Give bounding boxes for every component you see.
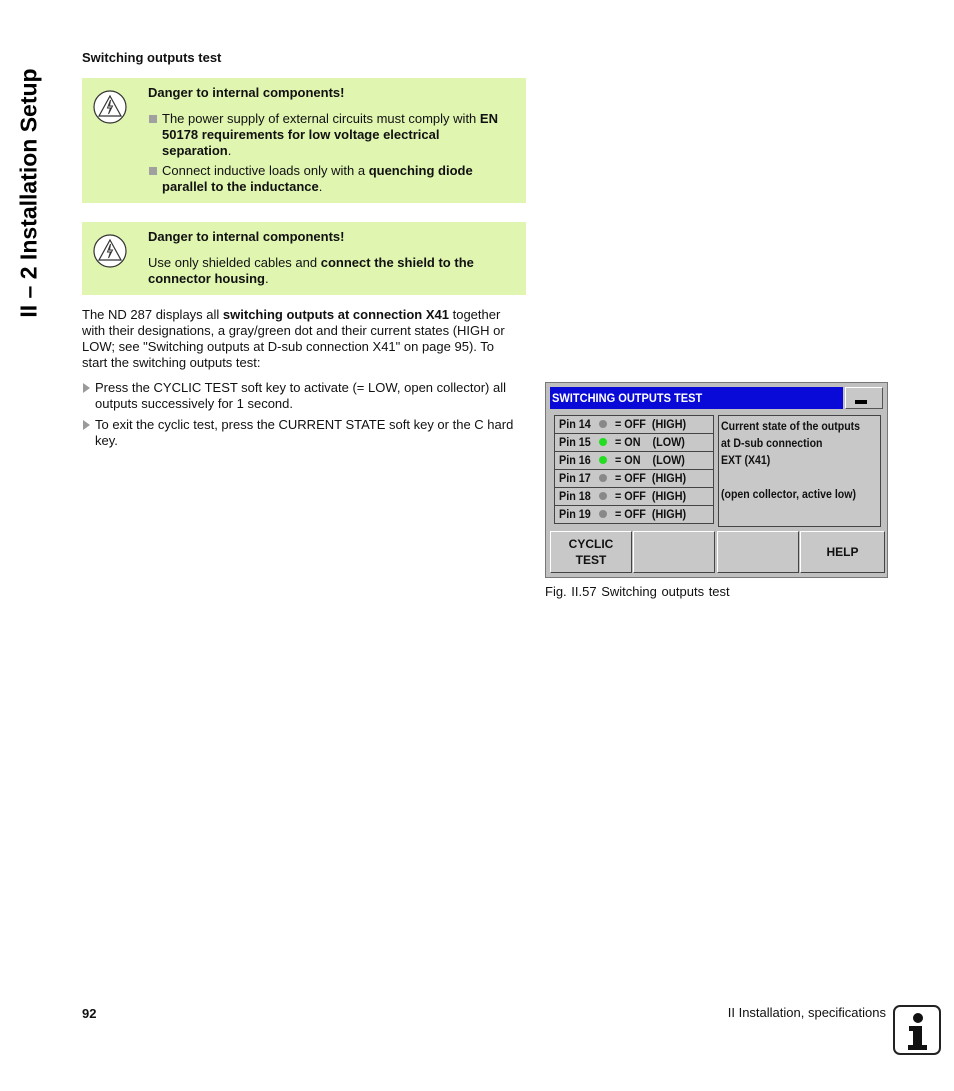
empty-softkey[interactable] bbox=[633, 531, 715, 573]
info-icon bbox=[893, 1005, 941, 1055]
arrow-bullet-icon bbox=[83, 383, 90, 393]
figure-caption: Fig. II.57 Switching outputs test bbox=[545, 584, 730, 599]
pin-row: Pin 18 = OFF (HIGH) bbox=[554, 487, 714, 505]
pin-list bbox=[554, 415, 714, 524]
electric-hazard-icon bbox=[92, 89, 128, 130]
body-paragraph: The ND 287 displays all switching outputs at connection X41 together with their designations, a gray/green dot and their current states (HIGH or LOW; see "Switching outputs at D-sub connection X41" on page 95). To start the switching outputs test: bbox=[82, 307, 505, 370]
pin-row: Pin 14 = OFF (HIGH) bbox=[554, 415, 714, 433]
warning-bullet: The power supply of external circuits must comply with EN 50178 requirements for low voltage electrical separation. bbox=[148, 111, 512, 159]
minimize-button[interactable] bbox=[845, 387, 883, 409]
status-dot-icon bbox=[599, 510, 607, 518]
minimize-icon bbox=[855, 400, 867, 404]
status-dot-icon bbox=[599, 456, 607, 464]
status-dot-icon bbox=[599, 438, 607, 446]
step-item: To exit the cyclic test, press the CURRENT STATE soft key or the C hard key. bbox=[82, 417, 527, 449]
warning-box-shielded-cables bbox=[82, 222, 526, 295]
softkey-bar bbox=[550, 531, 885, 575]
switching-outputs-screen bbox=[545, 382, 888, 578]
pin-row: Pin 15 = ON (LOW) bbox=[554, 433, 714, 451]
status-dot-icon bbox=[599, 492, 607, 500]
page-number: 92 bbox=[82, 1006, 97, 1021]
section-heading: Switching outputs test bbox=[82, 50, 222, 65]
pin-row: Pin 17 = OFF (HIGH) bbox=[554, 469, 714, 487]
cyclic-test-softkey[interactable]: CYCLIC TEST bbox=[550, 531, 632, 573]
status-dot-icon bbox=[599, 420, 607, 428]
electric-hazard-icon bbox=[92, 233, 128, 274]
info-panel: Current state of the outputs at D-sub connection EXT (X41) (open collector, active low) bbox=[718, 415, 881, 527]
help-softkey[interactable]: HELP bbox=[800, 531, 885, 573]
warning-title: Danger to internal components! bbox=[148, 85, 345, 100]
warning-title: Danger to internal components! bbox=[148, 229, 345, 244]
warning-text: Use only shielded cables and connect the shield to the connector housing. bbox=[148, 255, 474, 286]
step-item: Press the CYCLIC TEST soft key to activate (= LOW, open collector) all outputs successively for 1 second. bbox=[82, 380, 527, 412]
empty-softkey[interactable] bbox=[717, 531, 799, 573]
status-dot-icon bbox=[599, 474, 607, 482]
warning-box-power-supply bbox=[82, 78, 526, 203]
warning-bullet: Connect inductive loads only with a quenching diode parallel to the inductance. bbox=[148, 163, 512, 195]
screen-title-bar: SWITCHING OUTPUTS TEST bbox=[550, 387, 843, 409]
bullet-square-icon bbox=[149, 167, 157, 175]
pin-row: Pin 19 = OFF (HIGH) bbox=[554, 505, 714, 524]
arrow-bullet-icon bbox=[83, 420, 90, 430]
chapter-side-title: II – 2 Installation Setup bbox=[15, 68, 42, 318]
bullet-square-icon bbox=[149, 115, 157, 123]
step-list bbox=[82, 380, 527, 454]
footer-chapter-text: II Installation, specifications bbox=[727, 1005, 886, 1020]
pin-row: Pin 16 = ON (LOW) bbox=[554, 451, 714, 469]
